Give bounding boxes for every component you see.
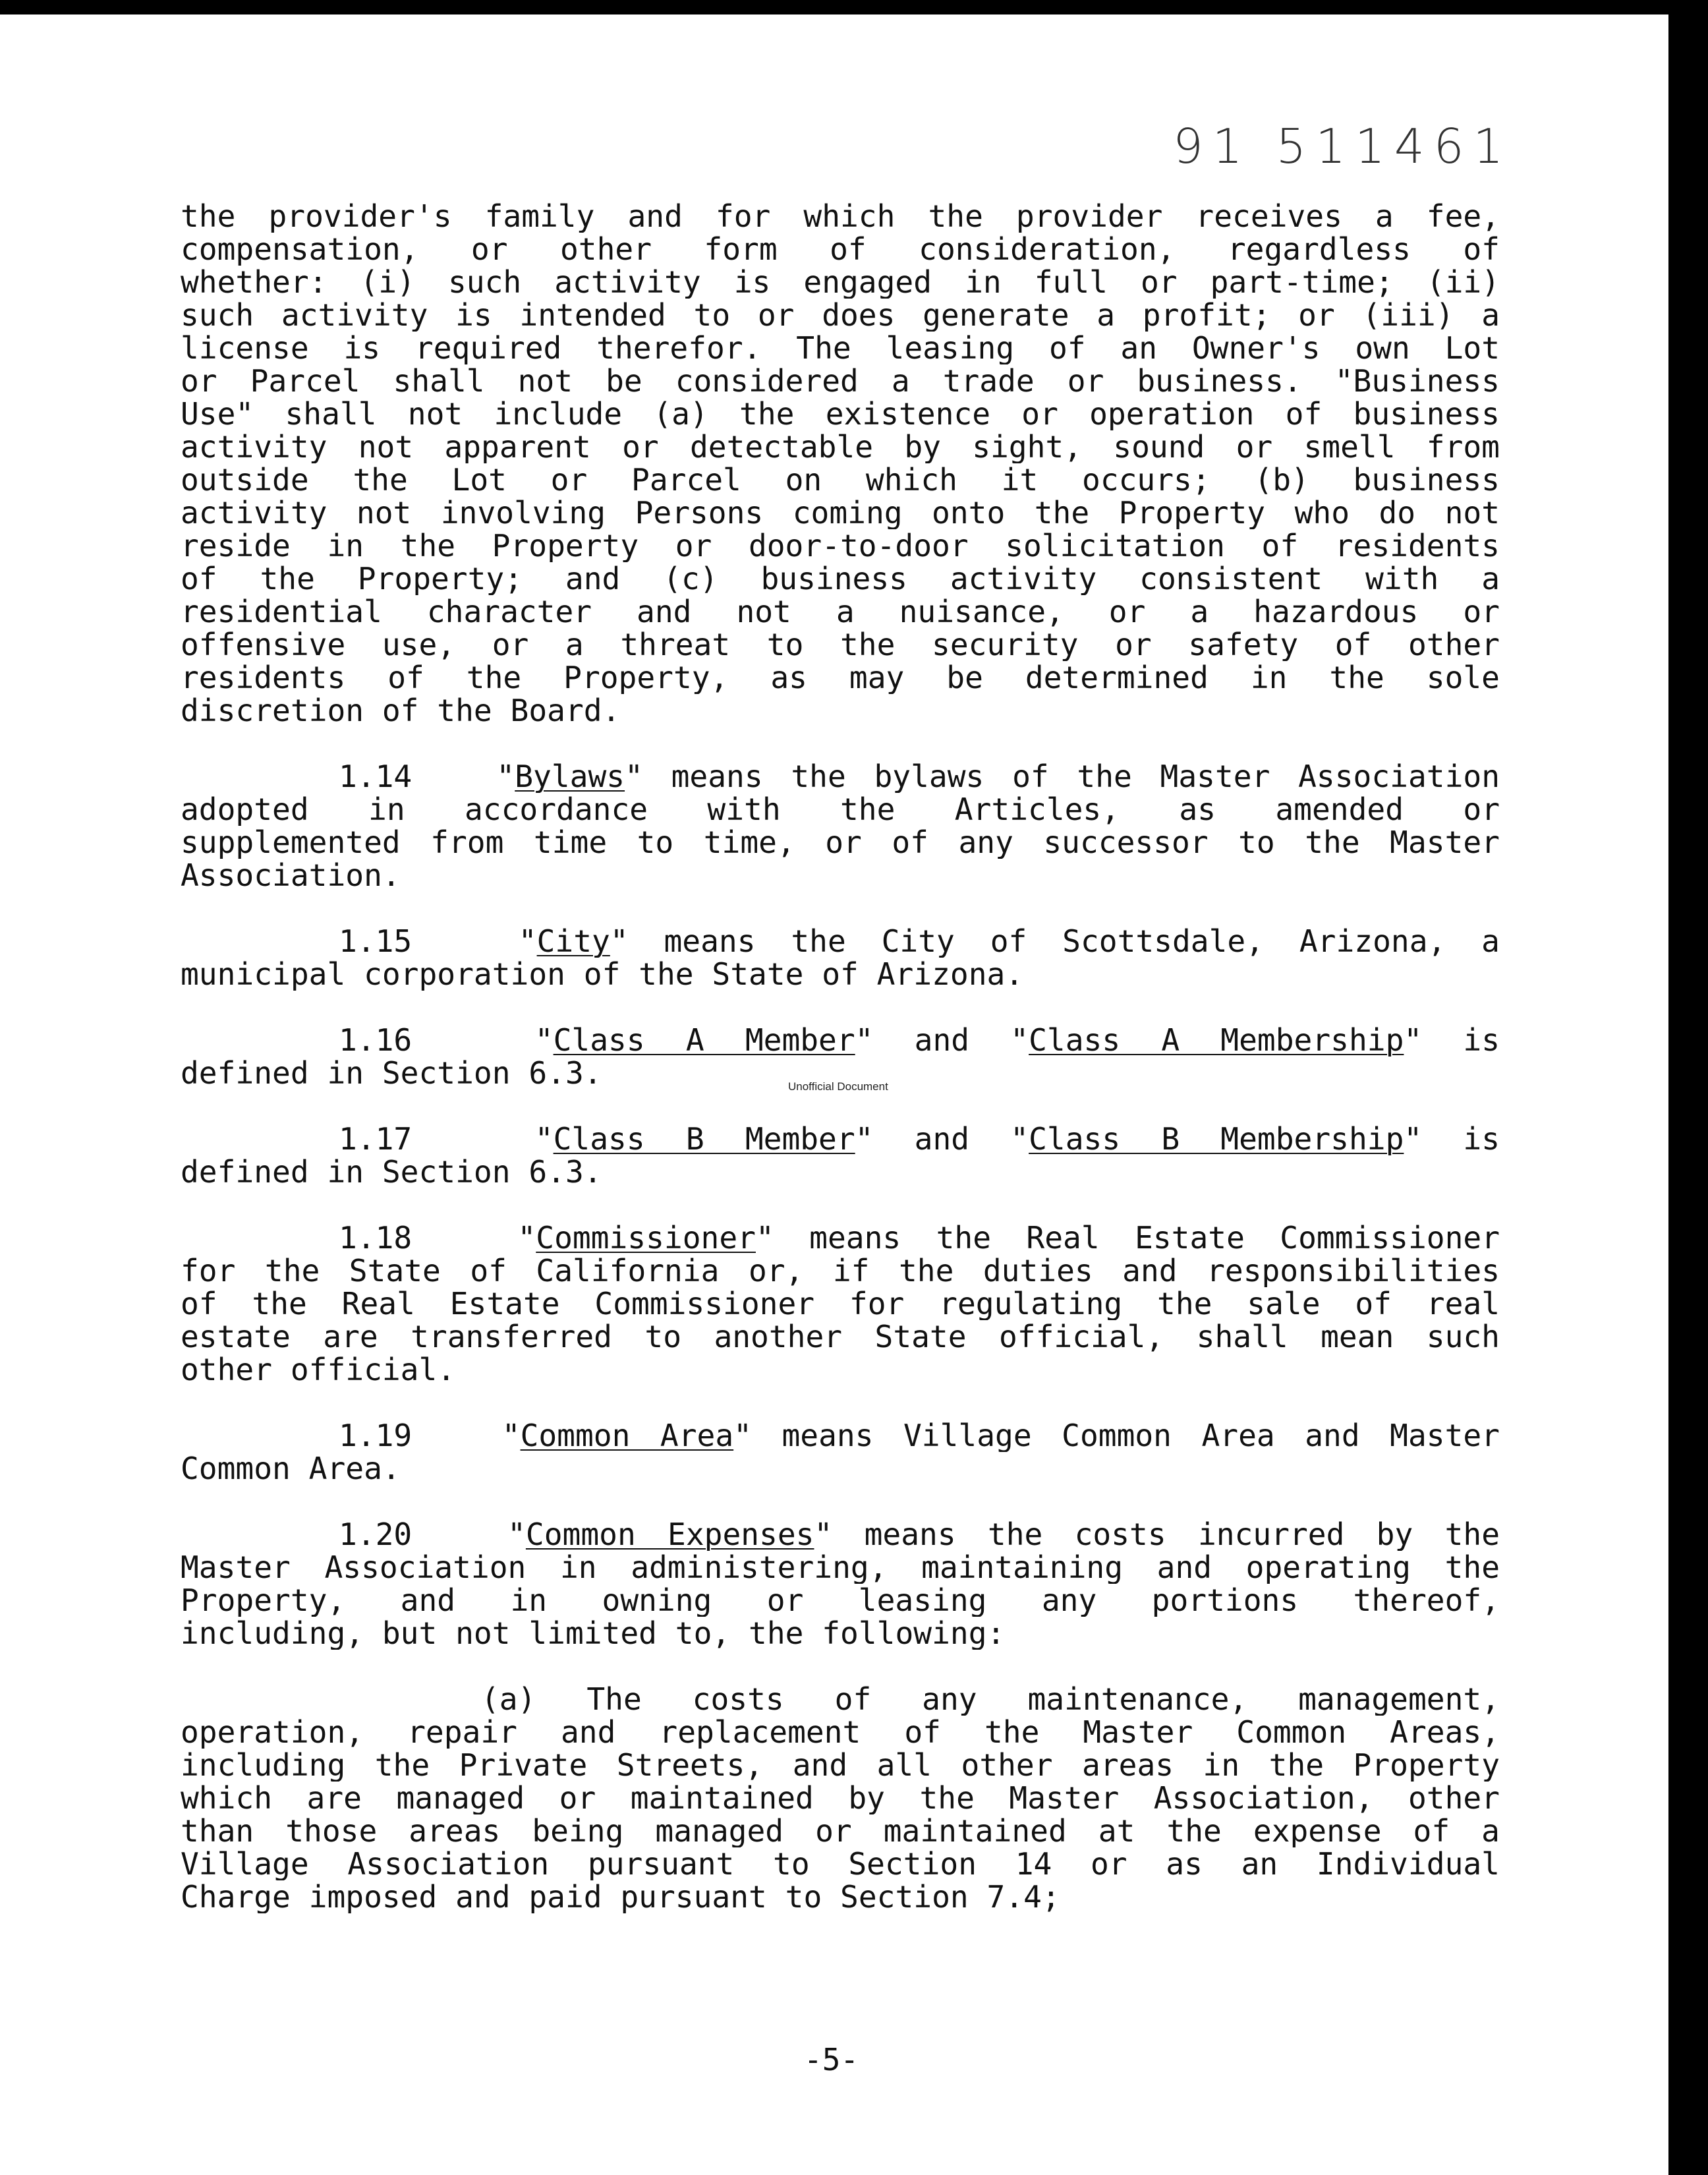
section-number: 1.18	[339, 1221, 413, 1254]
defined-term: City	[536, 925, 610, 958]
section-heading-line: 1.17 "Class B Member" and "Class B Membership" is	[339, 1122, 1500, 1155]
watermark: Unofficial Document	[788, 1080, 888, 1093]
text-line: Village Association pursuant to Section 14 or as an Individual	[181, 1847, 1500, 1880]
text-run: is	[1422, 1024, 1500, 1057]
text-line: defined in Section 6.3.	[181, 1057, 602, 1089]
section-number: 1.14	[339, 760, 413, 793]
section-number: 1.19	[339, 1419, 413, 1452]
section-heading-line: 1.14 "Bylaws" means the bylaws of the Master Association	[339, 760, 1500, 793]
section-number: 1.20	[339, 1518, 413, 1551]
text-run: and	[873, 1024, 1011, 1057]
text-line: or Parcel shall not be considered a trade or business. "Business	[181, 364, 1500, 397]
text-line: which are managed or maintained by the Master Association, other	[181, 1782, 1500, 1814]
section-heading-line: 1.20 "Common Expenses" means the costs incurred by the	[339, 1518, 1500, 1551]
text-line: including the Private Streets, and all other areas in the Property	[181, 1749, 1500, 1782]
text-line: Common Area.	[181, 1452, 401, 1485]
section-heading-line: 1.18 "Commissioner" means the Real Estate Commissioner	[339, 1221, 1500, 1254]
defined-term: Class B Member	[553, 1122, 855, 1155]
text-line: reside in the Property or door-to-door solicitation of residents	[181, 529, 1500, 562]
text-line: for the State of California or, if the duties and responsibilities	[181, 1254, 1500, 1287]
text-line: offensive use, or a threat to the security or safety of other	[181, 628, 1500, 661]
defined-term: Common Area	[520, 1419, 734, 1452]
text-line: activity not apparent or detectable by sight, sound or smell from	[181, 430, 1500, 463]
text-line: operation, repair and replacement of the Master Common Areas,	[181, 1716, 1500, 1749]
text-line: adopted in accordance with the Articles, as amended or	[181, 793, 1500, 826]
text-line: supplemented from time to time, or of any successor to the Master	[181, 826, 1500, 859]
text-run: is	[1422, 1122, 1500, 1155]
defined-term: Bylaws	[515, 760, 625, 793]
subsection-label: (a)	[481, 1683, 536, 1716]
text-run: means the City of Scottsdale, Arizona, a	[628, 925, 1500, 958]
text-line: Use" shall not include (a) the existence or operation of business	[181, 397, 1500, 430]
text-run: means the Real Estate Commissioner	[774, 1221, 1500, 1254]
text-line: residential character and not a nuisance, or a hazardous or	[181, 595, 1500, 628]
text-line: whether: (i) such activity is engaged in full or part-time; (ii)	[181, 266, 1500, 299]
text-line: the provider's family and for which the provider receives a fee,	[181, 200, 1500, 233]
text-line: activity not involving Persons coming onto the Property who do not	[181, 496, 1500, 529]
defined-term: Commissioner	[536, 1221, 756, 1254]
text-line: compensation, or other form of consideration, regardless of	[181, 233, 1500, 266]
page-number: -5-	[804, 2042, 859, 2077]
text-line: other official.	[181, 1353, 456, 1386]
text-run: means the bylaws of the Master Association	[642, 760, 1500, 793]
section-number: 1.17	[339, 1122, 413, 1155]
text-line: discretion of the Board.	[181, 694, 621, 727]
text-run: and	[873, 1122, 1011, 1155]
text-run: The costs of any maintenance, management,	[586, 1683, 1500, 1716]
text-line: Master Association in administering, maintaining and operating the	[181, 1551, 1500, 1584]
text-line: of the Real Estate Commissioner for regulating the sale of real	[181, 1287, 1500, 1320]
text-line: of the Property; and (c) business activity consistent with a	[181, 562, 1500, 595]
text-line: defined in Section 6.3.	[181, 1155, 602, 1188]
section-number: 1.16	[339, 1024, 413, 1057]
defined-term: Class A Membership	[1029, 1024, 1404, 1057]
text-line: such activity is intended to or does generate a profit; or (iii) a	[181, 299, 1500, 332]
text-line: Charge imposed and paid pursuant to Section 7.4;	[181, 1880, 1060, 1913]
defined-term: Class B Membership	[1029, 1122, 1404, 1155]
text-line: residents of the Property, as may be determined in the sole	[181, 661, 1500, 694]
section-heading-line: 1.16 "Class A Member" and "Class A Membership" is	[339, 1024, 1500, 1057]
text-line: Association.	[181, 859, 401, 892]
text-line: than those areas being managed or maintained at the expense of a	[181, 1814, 1500, 1847]
subsection-heading-line	[481, 1683, 1500, 1716]
text-run: means Village Common Area and Master	[751, 1419, 1500, 1452]
scan-border-top	[0, 0, 1708, 14]
text-line: including, but not limited to, the following:	[181, 1617, 1006, 1650]
defined-term: Class A Member	[553, 1024, 855, 1057]
text-line: outside the Lot or Parcel on which it occurs; (b) business	[181, 463, 1500, 496]
scan-border-right	[1668, 0, 1708, 2175]
text-line: Property, and in owning or leasing any portions thereof,	[181, 1584, 1500, 1617]
section-number: 1.15	[339, 925, 413, 958]
text-line: license is required therefor. The leasing of an Owner's own Lot	[181, 332, 1500, 364]
section-heading-line: 1.15 "City" means the City of Scottsdale, Arizona, a	[339, 925, 1500, 958]
section-heading-line: 1.19 "Common Area" means Village Common Area and Master	[339, 1419, 1500, 1452]
text-line: estate are transferred to another State official, shall mean such	[181, 1320, 1500, 1353]
recording-number: 91 511461	[1173, 119, 1513, 174]
defined-term: Common Expenses	[525, 1518, 814, 1551]
text-run: means the costs incurred by the	[832, 1518, 1500, 1551]
text-line: municipal corporation of the State of Arizona.	[181, 958, 1024, 991]
